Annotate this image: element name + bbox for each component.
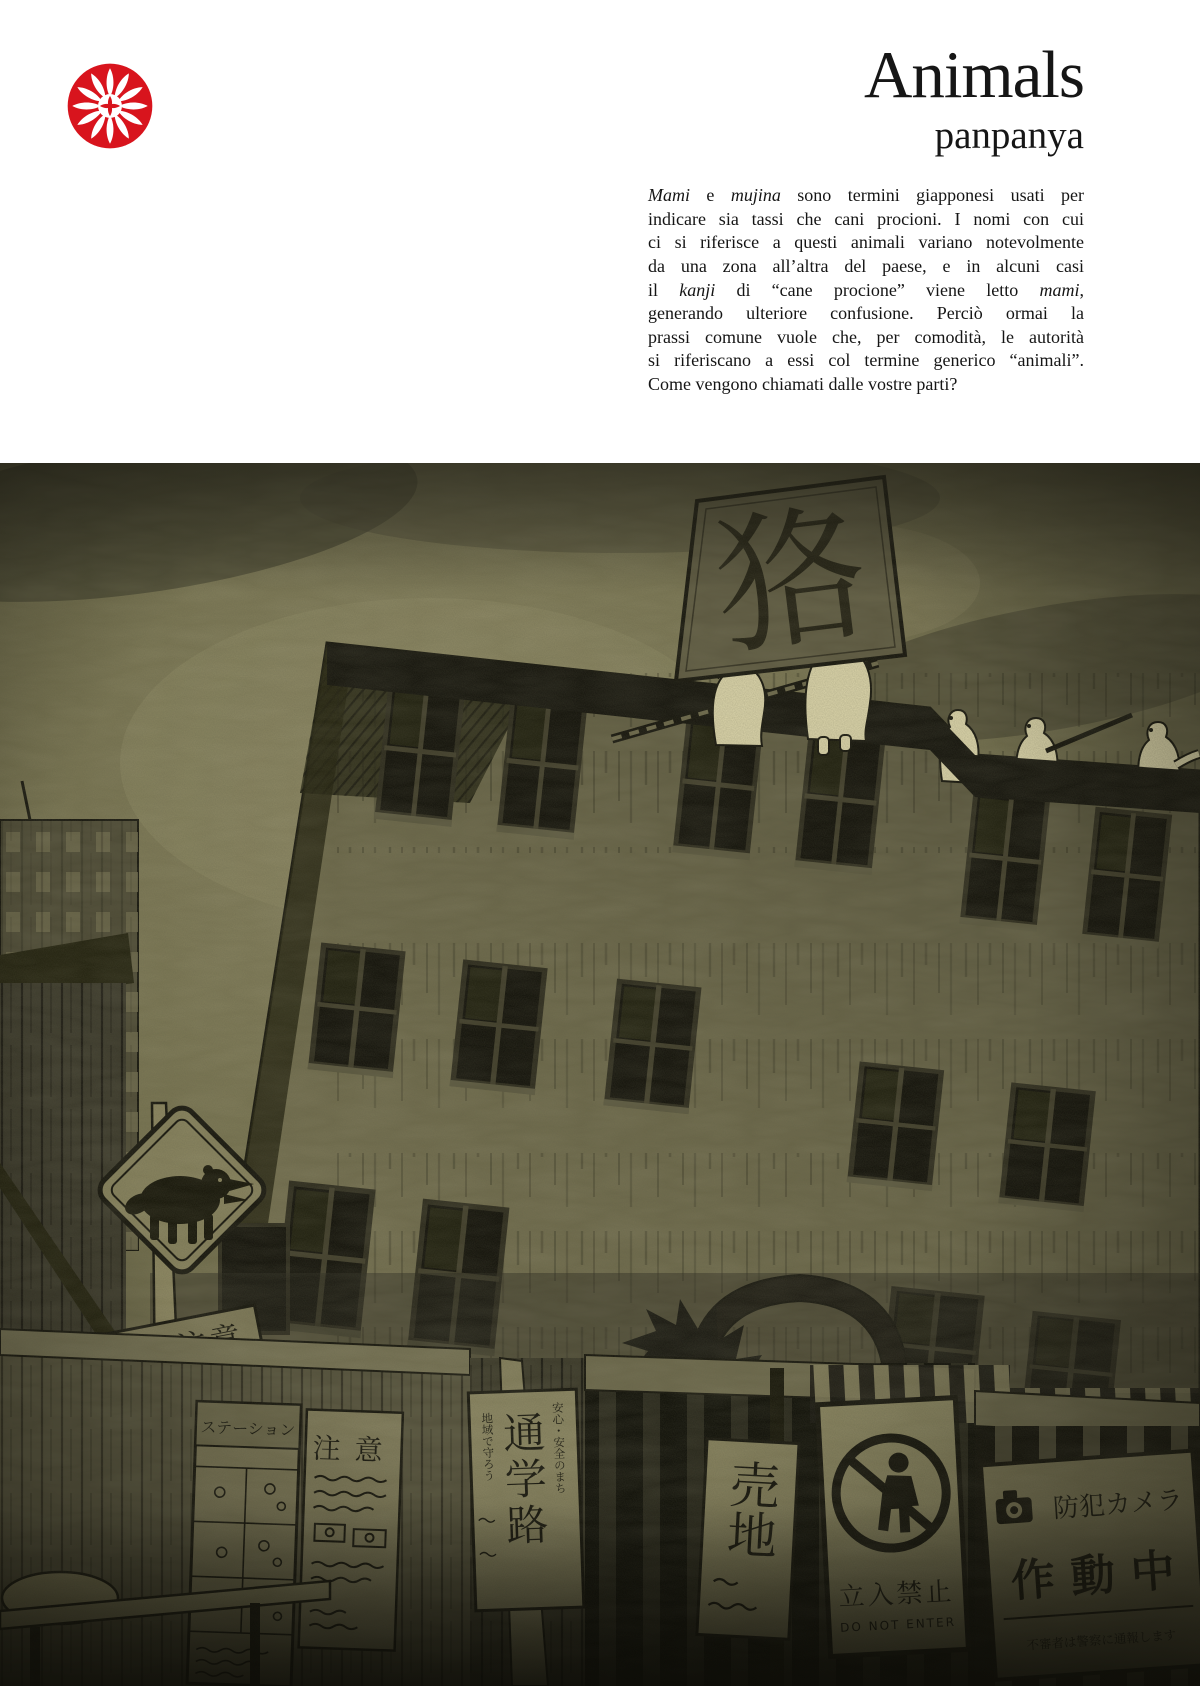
vignette: [0, 463, 1200, 1686]
intro-line: generando ulteriore confusione. Perciò ormai la: [648, 303, 1084, 324]
book-author: panpanya: [934, 114, 1084, 158]
title-block: [644, 40, 1084, 397]
intro-line: Come vengono chiamati dalle vostre parti?: [648, 374, 958, 395]
illustration: [0, 463, 1200, 1686]
page-header: [0, 0, 1200, 463]
intro-line: indicare sia tassi che cani procioni. I nomi con cui: [648, 208, 1084, 229]
intro-line: prassi comune vuole che, per comodità, le autorità: [648, 326, 1084, 347]
publisher-logo-icon: [64, 60, 156, 152]
intro-line: si riferiscano a essi col termine generico “animali”.: [648, 350, 1084, 371]
intro-line: il kanji di “cane procione” viene letto mami,: [648, 279, 1084, 300]
intro-line: ci si riferisce a questi animali variano notevolmente: [648, 232, 1084, 253]
intro-line: da una zona all’altra del paese, e in alcuni casi: [648, 256, 1084, 277]
illustration-canvas: [0, 463, 1200, 1686]
intro-line: Mami e mujina sono termini giapponesi usati per: [648, 185, 1084, 206]
book-title: Animals: [863, 38, 1084, 112]
intro-paragraph: [648, 184, 1084, 396]
